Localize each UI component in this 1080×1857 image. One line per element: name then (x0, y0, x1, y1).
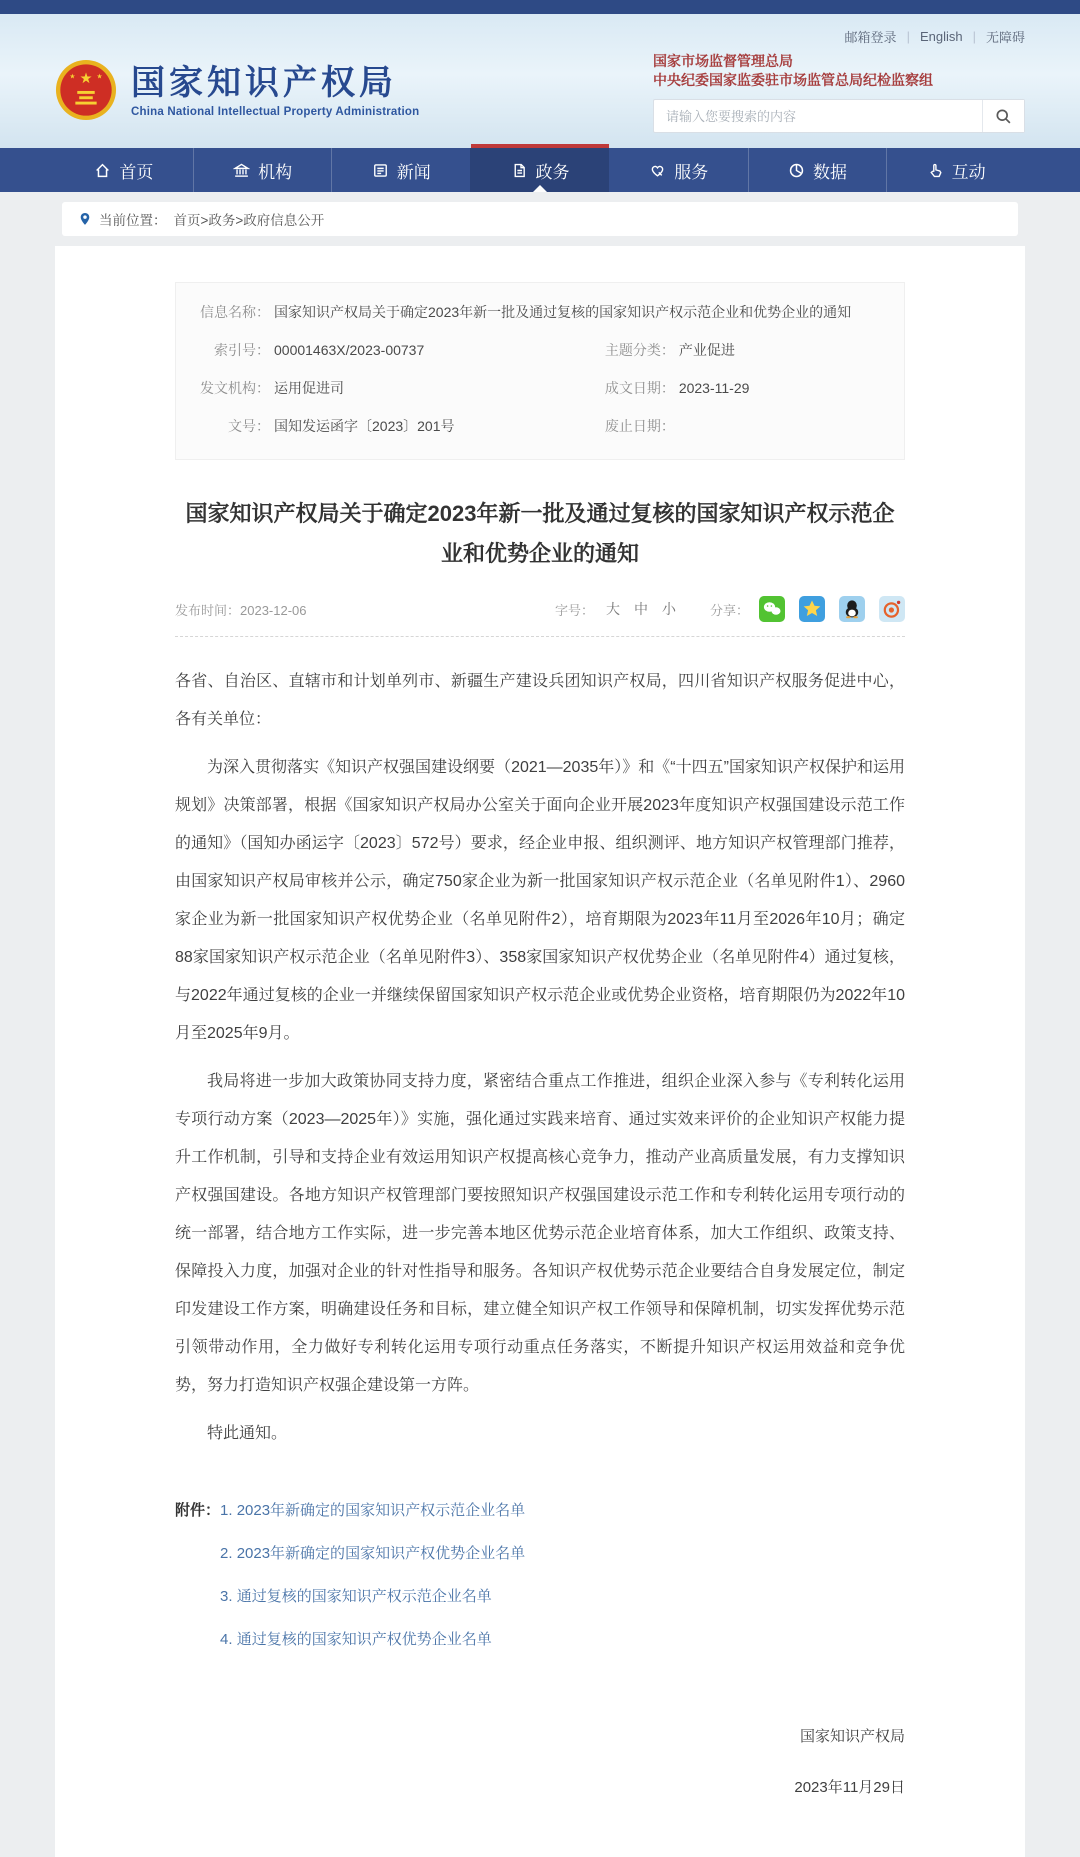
body-paragraph: 为深入贯彻落实《知识产权强国建设纲要（2021—2035年）》和《“十四五”国家知识产权保护和运用规划》决策部署，根据《国家知识产权局办公室关于面向企业开展2023年度知识产权强国建设示范工作的通知》（国知办函运字〔2023〕572号）要求，经企业申报、组织测评、地方知识产权管理部门推荐，由国家知识产权局审核并公示，确定750家企业为新一批国家知识产权示范企业（名单见附件1）、2960家企业为新一批国家知识产权优势企业（名单见附件2），培育期限为2023年11月至2026年10月；确定88家国家知识产权示范企业（名单见附件3）、358家国家知识产权优势企业（名单见附件4）通过复核，与2022年通过复核的企业一并继续保留国家知识产权示范企业或优势企业资格，培育期限仍为2022年10月至2025年9月。 (175, 759, 905, 1042)
wechat-icon[interactable] (759, 596, 785, 622)
publish-time (175, 600, 307, 619)
accessibility-link[interactable]: 无障碍 (985, 29, 1025, 45)
search-input[interactable] (654, 100, 982, 132)
breadcrumb-path[interactable]: 首页>政务>政府信息公开 (173, 213, 325, 228)
site-header (0, 14, 1080, 148)
nav-item-label: 互动 (951, 162, 986, 182)
search-bar (653, 99, 1025, 133)
attachments-label: 附件： (175, 1502, 221, 1519)
info-name-value: 国家知识产权局关于确定2023年新一批及通过复核的国家知识产权示范企业和优势企业的通知 (274, 304, 852, 320)
info-topic-value: 产业促进 (678, 342, 735, 358)
info-name-label: 信息名称： (200, 304, 270, 320)
site-title: 国家知识产权局 (131, 63, 397, 102)
nav-item-label: 数据 (812, 162, 847, 182)
fontsize-medium-button[interactable]: 中 (633, 601, 648, 617)
closing-paragraph: 特此通知。 (207, 1425, 288, 1442)
info-agency-value: 运用促进司 (274, 380, 344, 396)
salutation-paragraph: 各省、自治区、直辖市和计划单列市、新疆生产建设兵团知识产权局，四川省知识产权服务促进中心，各有关单位： (175, 673, 905, 728)
attachment-link-3[interactable]: 3. 通过复核的国家知识产权示范企业名单 (220, 1588, 492, 1605)
info-topic-label: 主题分类： (604, 342, 675, 358)
nav-item-org[interactable] (193, 148, 332, 192)
magnifier-icon (995, 108, 1012, 125)
news-icon (372, 162, 389, 179)
main-content (55, 246, 1025, 1857)
fontsize-large-button[interactable]: 大 (605, 601, 620, 617)
home-icon (94, 162, 111, 179)
nav-item-label: 新闻 (396, 162, 431, 182)
publish-time-label: 发布时间： (175, 602, 241, 618)
breadcrumb (62, 202, 1018, 236)
nav-item-service[interactable] (609, 148, 748, 192)
signature-agency: 国家知识产权局 (799, 1728, 905, 1745)
supervisor-line-1: 国家市场监督管理总局 (653, 53, 793, 69)
info-date-label: 成文日期： (604, 380, 675, 396)
info-docno-value: 国知发运函字〔2023〕201号 (274, 418, 455, 434)
search-button[interactable] (982, 100, 1024, 132)
svg-text:★: ★ (96, 72, 103, 81)
data-pie-icon (788, 162, 805, 179)
signature-block (175, 1725, 905, 1797)
weibo-icon[interactable] (879, 596, 905, 622)
qq-icon[interactable] (839, 596, 865, 622)
main-nav (0, 148, 1080, 192)
site-title-english: China National Intellectual Property Administration (131, 105, 420, 118)
share-label: 分享： (709, 602, 749, 618)
fontsize-label: 字号： (554, 602, 594, 618)
breadcrumb-label: 当前位置： (99, 213, 167, 228)
nav-item-news[interactable] (331, 148, 470, 192)
article-body (175, 663, 905, 1453)
interact-hand-icon (927, 162, 944, 179)
info-index-label: 索引号： (214, 342, 270, 358)
qzone-icon[interactable] (799, 596, 825, 622)
separator (175, 636, 905, 637)
nav-item-gov-affairs[interactable] (470, 148, 609, 192)
info-docno-label: 文号： (228, 418, 270, 434)
gov-doc-icon (511, 162, 528, 179)
nav-item-interact[interactable] (886, 148, 1025, 192)
link-divider: | (906, 28, 910, 44)
nav-item-data[interactable] (748, 148, 887, 192)
svg-text:★: ★ (79, 71, 93, 88)
document-info-table (175, 282, 905, 460)
bank-icon (233, 162, 250, 179)
attachment-link-2[interactable]: 2. 2023年新确定的国家知识产权优势企业名单 (220, 1545, 526, 1562)
nav-item-home[interactable] (55, 148, 193, 192)
svg-text:★: ★ (69, 72, 76, 81)
attachment-link-1[interactable]: 1. 2023年新确定的国家知识产权示范企业名单 (220, 1502, 526, 1519)
national-emblem-logo (55, 59, 117, 121)
body-paragraph: 我局将进一步加大政策协同支持力度，紧密结合重点工作推进，组织企业深入参与《专利转化运用专项行动方案（2023—2025年）》实施，强化通过实践来培育、通过实效来评价的企业知识产权能力提升工作机制，引导和支持企业有效运用知识产权提高核心竞争力，推动产业高质量发展，有力支撑知识产权强国建设。各地方知识产权管理部门要按照知识产权强国建设示范工作和专利转化运用专项行动的统一部署，结合地方工作实际，进一步完善本地区优势示范企业培育体系，加大工作组织、政策支持、保障投入力度，加强对企业的针对性指导和服务。各知识产权优势示范企业要结合自身发展定位，制定印发建设工作方案，明确建设任务和目标，建立健全知识产权工作领导和保障机制，切实发挥优势示范引领带动作用，全力做好专利转化运用专项行动重点任务落实，不断提升知识产权运用效益和竞争优势，努力打造知识产权强企建设第一方阵。 (175, 1073, 905, 1394)
link-divider: | (972, 28, 976, 44)
site-brand[interactable] (55, 14, 419, 148)
signature-date: 2023年11月29日 (794, 1779, 905, 1796)
utility-links (653, 26, 1025, 46)
page-title: 国家知识产权局关于确定2023年新一批及通过复核的国家知识产权示范企业和优势企业的通知 (185, 501, 895, 566)
info-repeal-value (675, 418, 679, 434)
top-strip (0, 0, 1080, 14)
attachments-section (175, 1497, 905, 1669)
nav-item-label: 政务 (535, 162, 570, 182)
info-date-value: 2023-11-29 (678, 380, 750, 396)
supervisor-line-2: 中央纪委国家监委驻市场监管总局纪检监察组 (653, 72, 933, 88)
location-pin-icon (78, 211, 92, 227)
info-agency-label: 发文机构： (200, 380, 270, 396)
english-link[interactable]: English (919, 28, 963, 44)
publish-time-value: 2023-12-06 (240, 602, 307, 618)
nav-item-label: 服务 (674, 162, 709, 182)
supervisor-agencies (653, 52, 1025, 90)
nav-item-label: 首页 (119, 162, 154, 182)
fontsize-small-button[interactable]: 小 (661, 601, 676, 617)
attachment-link-4[interactable]: 4. 通过复核的国家知识产权优势企业名单 (220, 1631, 492, 1648)
service-heart-icon (649, 162, 666, 179)
nav-item-label: 机构 (258, 162, 293, 182)
mail-login-link[interactable]: 邮箱登录 (844, 29, 897, 45)
info-repeal-label: 废止日期： (604, 418, 675, 434)
info-index-value: 00001463X/2023-00737 (274, 342, 425, 358)
